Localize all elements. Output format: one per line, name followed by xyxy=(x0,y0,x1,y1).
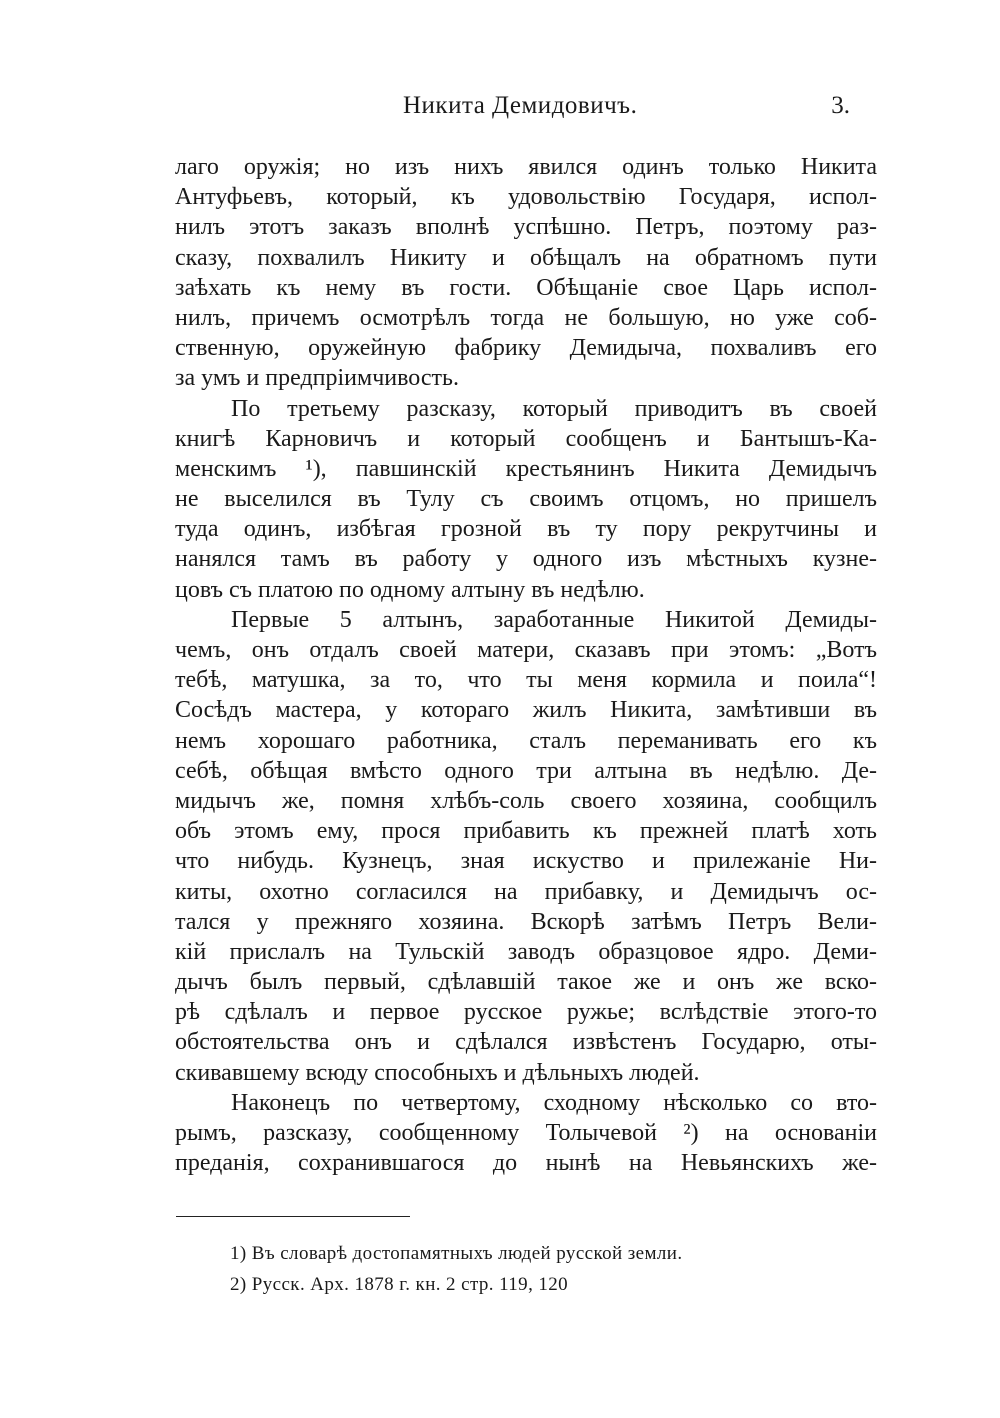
text-line: тался у прежняго хозяина. Вскорѣ затѣмъ Петръ Вели- xyxy=(175,908,877,935)
text-line: рымъ, разсказу, сообщенному Толычевой ²) на основаніи xyxy=(175,1120,877,1146)
text-line: не выселился въ Тулу съ своимъ отцомъ, но пришелъ xyxy=(175,486,877,513)
footnote-separator xyxy=(176,1216,410,1217)
text-line: менскимъ ¹), павшинскій крестьянинъ Никита Демидычъ xyxy=(175,455,877,482)
paragraph-start-line: Первые 5 алтынъ, заработанные Никитой Демиды- xyxy=(231,606,877,633)
text-line: нилъ, причемъ осмотрѣлъ тогда не большую, но уже соб- xyxy=(175,304,877,331)
text-line: тебѣ, матушка, за то, что ты меня кормила и поила“! xyxy=(175,667,877,694)
text-line: дычъ былъ первый, сдѣлавшій такое же и онъ же вско- xyxy=(175,969,877,996)
footnote: 2) Русск. Арх. 1878 г. кн. 2 стр. 119, 120 xyxy=(230,1274,569,1295)
footnote: 1) Въ словарѣ достопамятныхъ людей русской земли. xyxy=(230,1243,683,1264)
text-line: что нибудь. Кузнецъ, зная искуство и прилежаніе Ни- xyxy=(175,848,877,875)
running-head xyxy=(175,92,850,132)
paragraph-start-line: По третьему разсказу, который приводитъ въ своей xyxy=(231,395,877,422)
running-title: Никита Демидовичъ. xyxy=(403,92,638,119)
text-line: немъ хорошаго работника, сталъ переманивать его къ xyxy=(175,727,877,754)
footnotes xyxy=(230,1238,850,1300)
text-line: заѣхать къ нему въ гости. Обѣщаніе свое Царь испол- xyxy=(175,274,877,301)
text-line: рѣ сдѣлалъ и первое русское ружье; вслѣдствіе этого-то xyxy=(175,999,877,1026)
text-line: цовъ съ платою по одному алтыну въ недѣлю. xyxy=(175,576,645,603)
text-line: скивавшему всюду способныхъ и дѣльныхъ людей. xyxy=(175,1059,700,1086)
text-line: нанялся тамъ въ работу у одного изъ мѣстныхъ кузне- xyxy=(175,546,877,573)
text-line: чемъ, онъ отдалъ своей матери, сказавъ при этомъ: „Вотъ xyxy=(175,637,877,663)
paragraph-start-line: Наконецъ по четвертому, сходному нѣсколько со вто- xyxy=(231,1089,877,1116)
text-line: сказу, похвалилъ Никиту и обѣщалъ на обратномъ пути xyxy=(175,244,877,271)
text-line: кій прислалъ на Тульскій заводъ образцовое ядро. Деми- xyxy=(175,938,877,965)
text-line: Антуфьевъ, который, къ удовольствію Государя, испол- xyxy=(175,184,877,211)
text-line: книгѣ Карновичъ и который сообщенъ и Бантышъ-Ка- xyxy=(175,425,877,452)
text-line: за умъ и предпріимчивость. xyxy=(175,365,459,392)
text-line: объ этомъ ему, прося прибавить къ прежней платѣ хоть xyxy=(175,818,877,845)
text-line: нилъ этотъ заказъ вполнѣ успѣшно. Петръ, поэтому раз- xyxy=(175,214,877,241)
text-line: киты, охотно согласился на прибавку, и Демидычъ ос- xyxy=(175,878,877,905)
text-line: Сосѣдъ мастера, у котораго жилъ Никита, замѣтивши въ xyxy=(175,697,877,724)
text-line: лаго оружія; но изъ нихъ явился одинъ только Никита xyxy=(175,154,877,180)
text-line: себѣ, обѣщая вмѣсто одного три алтына въ недѣлю. Де- xyxy=(175,757,877,784)
text-line: преданія, сохранившагося до нынѣ на Невьянскихъ же- xyxy=(175,1150,877,1177)
text-line: обстоятельства онъ и сдѣлался извѣстенъ Государю, оты- xyxy=(175,1029,877,1056)
body-text xyxy=(175,152,877,1178)
page-number: 3. xyxy=(831,92,850,119)
text-line: мидычъ же, помня хлѣбъ-соль своего хозяина, сообщилъ xyxy=(175,787,877,814)
text-line: туда одинъ, избѣгая грозной въ ту пору рекрутчины и xyxy=(175,516,877,543)
text-line: ственную, оружейную фабрику Демидыча, похваливъ его xyxy=(175,335,877,362)
